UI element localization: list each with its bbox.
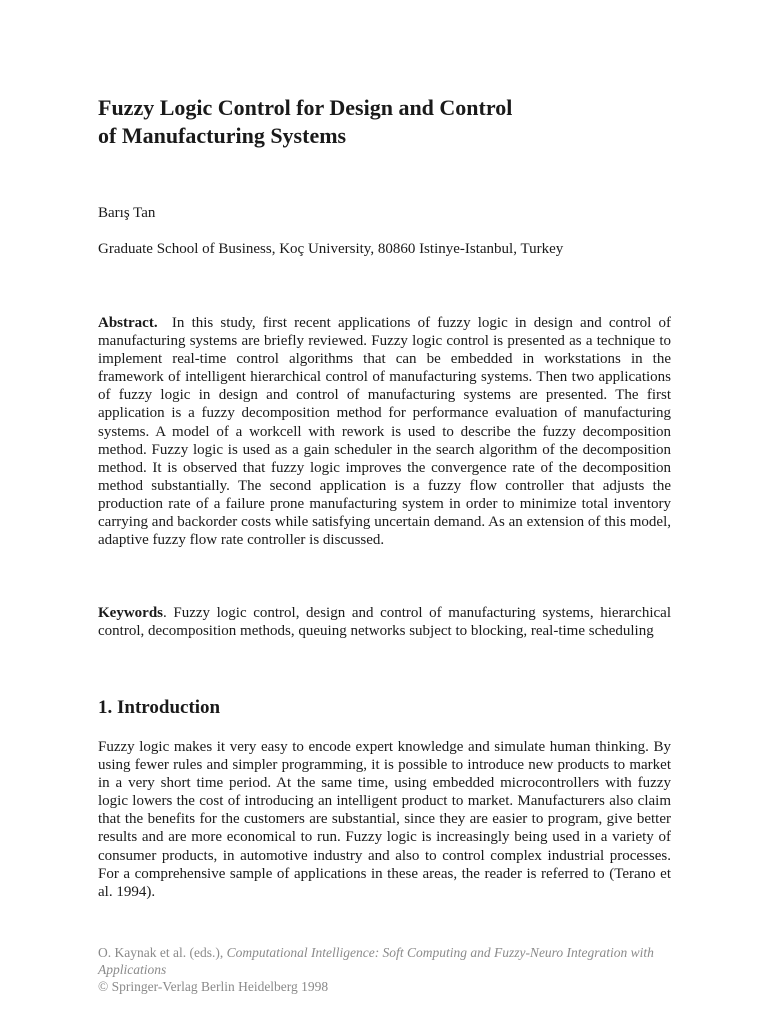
keywords-label: Keywords <box>98 605 163 621</box>
section-heading-introduction: 1. Introduction <box>98 697 221 718</box>
paper-title <box>98 94 672 150</box>
footer-copyright: © Springer-Verlag Berlin Heidelberg 1998 <box>98 979 329 994</box>
abstract-label: Abstract. <box>98 315 158 331</box>
introduction-paragraph: Fuzzy logic makes it very easy to encode expert knowledge and simulate human thinking. By using fewer rules and simpler programming, it is possible to introduce new products to market in a very short time period. At the same time, using embedded microcontrollers with fuzzy logic lowers the cost of introducing an intelligent product to market. Manufacturers also claim that the benefits for the customers are substantial, since they are easier to program, give better results and are more economical to run. Fuzzy logic is increasingly being used in a variety of consumer products, in automotive industry and also to control complex industrial processes. For a comprehensive sample of applications in these areas, the reader is referred to (Terano et al. 1994). <box>98 739 671 900</box>
title-line-2: of Manufacturing Systems <box>98 123 347 148</box>
abstract-paragraph <box>98 314 671 549</box>
keywords-paragraph <box>98 604 671 640</box>
author-affiliation: Graduate School of Business, Koç University, 80860 Istinye-Istanbul, Turkey <box>98 241 564 257</box>
author-name: Barış Tan <box>98 205 156 221</box>
keywords-text: . Fuzzy logic control, design and control of manufacturing systems, hierarchical control, decomposition methods, queuing networks subject to blocking, real-time scheduling <box>98 605 671 640</box>
footer-editors: O. Kaynak et al. (eds.), <box>98 945 227 960</box>
publication-footer <box>98 944 672 995</box>
title-line-1: Fuzzy Logic Control for Design and Control <box>98 95 513 120</box>
abstract-text: In this study, first recent applications of fuzzy logic in design and control of manufacturing systems are briefly reviewed. Fuzzy logic control is presented as a technique to implement real-time control algorithms that can be embedded in workstations in the framework of intelligent hierarchical control of manufacturing systems. Then two applications of fuzzy logic in design and control of manufacturing systems are presented. The first application is a fuzzy decomposition method for performance evaluation of manufacturing systems. A model of a workcell with rework is used to describe the fuzzy decomposition method. Fuzzy logic is used as a gain scheduler in the search algorithm of the decomposition method. It is observed that fuzzy logic improves the convergence rate of the decomposition method substantially. The second application is a fuzzy flow controller that adjusts the production rate of a failure prone manufacturing system in order to minimize total inventory carrying and backorder costs while satisfying uncertain demand. As an extension of this model, adaptive fuzzy flow rate controller is discussed. <box>98 315 672 549</box>
footer-book-title: Computational Intelligence: Soft Computing and Fuzzy-Neuro Integration with Applications <box>98 945 654 977</box>
